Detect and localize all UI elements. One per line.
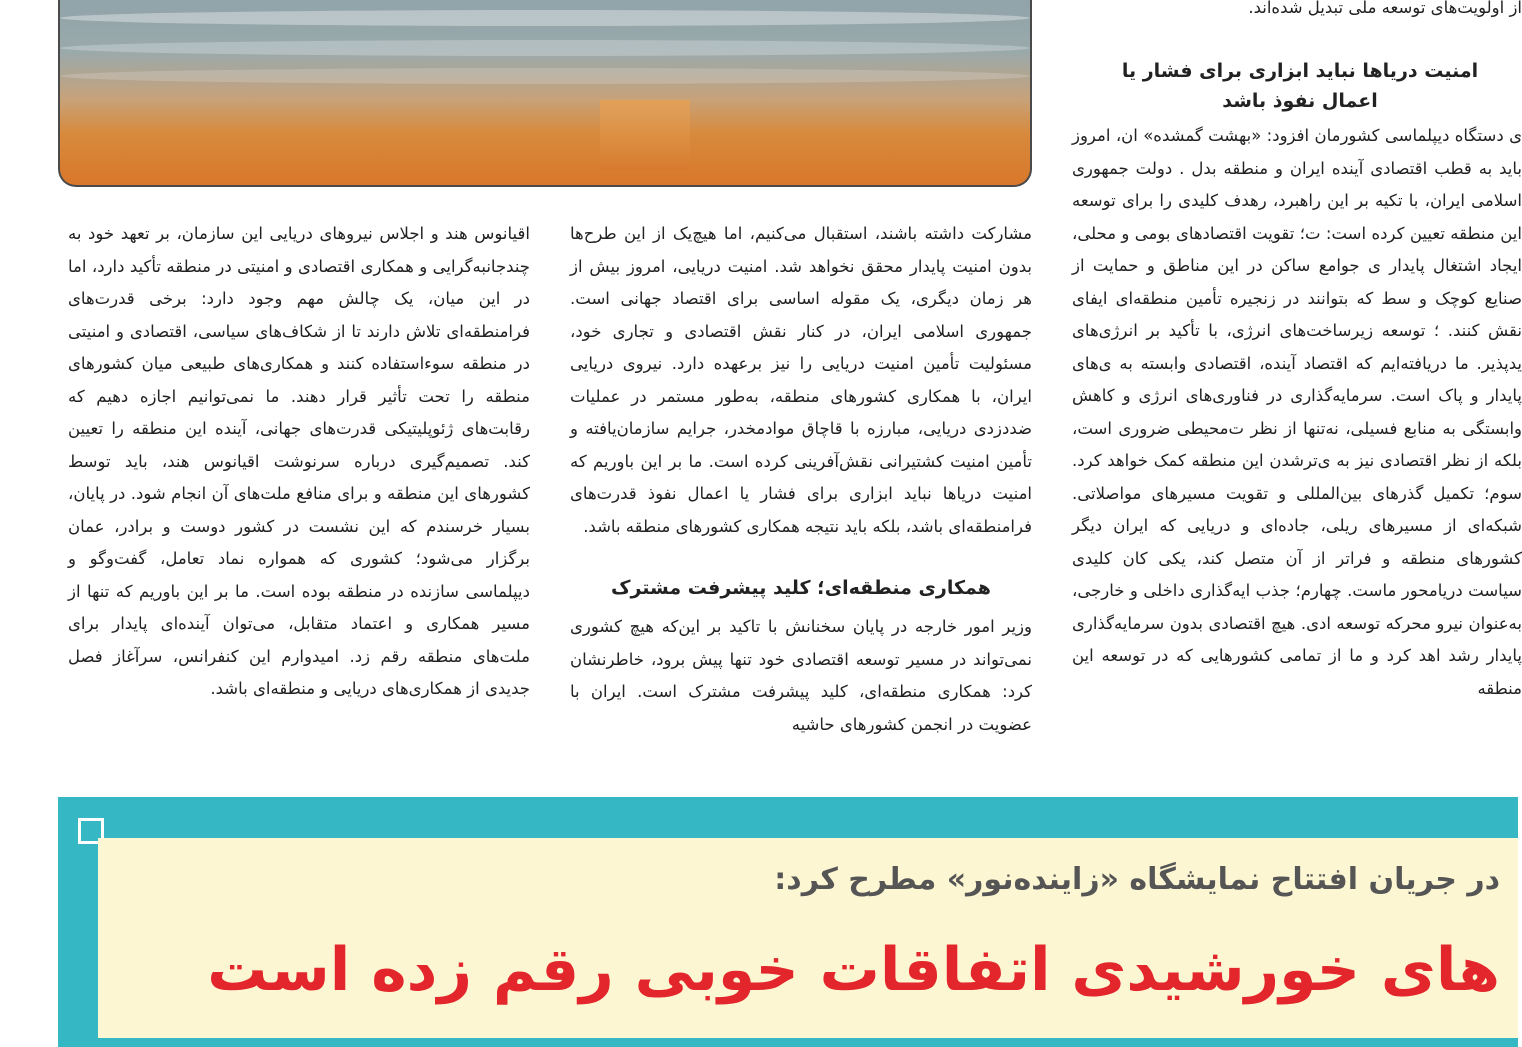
middle-column-body-2: وزیر امور خارجه در پایان سخنانش با تاکید بر این‌که هیچ کشوری نمی‌تواند در مسیر توسعه اقتصادی خود تنها پیش برود، خاطرنشان کرد: همکاری منطقه‌ای، کلید پیشرفت مشترک است. ایران با عضویت در انجمن کشورهای حاشیه	[570, 617, 1032, 734]
middle-column	[570, 218, 1032, 741]
left-column-body: اقیانوس هند و اجلاس نیروهای دریایی این سازمان، بر تعهد خود به چندجانبه‌گرایی و همکاری اقتصادی و امنیتی در منطقه تأکید دارد، اما در این میان، یک چالش مهم وجود دارد: برخی قدرت‌های فرامنطقه‌ای تلاش دارند تا از شکاف‌های سیاسی، اقتصادی و امنیتی در منطقه سوءاستفاده کنند و همکاری‌های طبیعی میان کشورهای منطقه را تحت تأثیر قرار دهند. ما نمی‌توانیم اجازه دهیم که رقابت‌های ژئوپلیتیکی قدرت‌های جهانی، آینده این منطقه را تعیین کند. تصمیم‌گیری درباره سرنوشت اقیانوس هند، باید توسط کشورهای این منطقه و برای منافع ملت‌های آن انجام شود. در پایان، بسیار خرسندم که این نشست در کشور دوست و برادر، عمان برگزار می‌شود؛ کشوری که همواره نماد تعامل، گفت‌وگو و دیپلماسی سازنده در منطقه بوده است. ما بر این باوریم که تنها از مسیر همکاری و اعتماد متقابل، می‌توان آینده‌ای پایدار برای ملت‌های منطقه رقم زد. امیدوارم این کنفرانس، سرآغاز فصل جدیدی از همکاری‌های دریایی و منطقه‌ای باشد.	[68, 224, 530, 698]
banner-kicker: در جریان افتتاح نمایشگاه «زاینده‌نور» مطرح کرد:	[774, 862, 1500, 897]
right-column	[1072, 120, 1522, 705]
section-heading-maritime-security: امنیت دریاها نباید ابزاری برای فشار یا اعمال نفوذ باشد	[1121, 60, 1479, 112]
banner-headline: هاى خورشيدى اتفاقات خوبى رقم زده است	[207, 935, 1500, 1005]
middle-column-body-1: مشارکت داشته باشند، استقبال می‌کنیم، اما هیچ‌یک از این طرح‌ها بدون امنیت پایدار محقق نخواهد شد. امنیت دریایی، امروز بیش از هر زمان دیگری، یک مقوله اساسی برای اقتصاد جهانی است. جمهوری اسلامی ایران، در کنار نقش اقتصادی و تجاری خود، مسئولیت تأمین امنیت دریایی را نیز برعهده دارد. نیروی دریایی ایران، با همکاری کشورهای منطقه، به‌طور مستمر در عملیات ضددزدی دریایی، مبارزه با قاچاق موادمخدر، جرایم سازمان‌یافته و تأمین امنیت کشتیرانی نقش‌آفرینی کرده است. ما بر این باوریم که امنیت دریاها نباید ابزاری برای فشار یا اعمال نفوذ قدرت‌های فرامنطقه‌ای باشد، بلکه باید نتیجه همکاری کشورهای منطقه باشد.	[570, 224, 1032, 536]
left-column	[68, 218, 530, 706]
beach-photo	[58, 0, 1032, 187]
right-column-top-line: از اولویت‌های توسعه ملی تبدیل شده‌اند.	[1248, 0, 1522, 17]
right-column-body: ی دستگاه دیپلماسی کشورمان افزود: «بهشت گمشده» ان، امروز باید به قطب اقتصادی آینده ایران و منطقه بدل . دولت جمهوری اسلامی ایران، با تکیه بر این راهبرد، رهدف کلیدی را برای توسعه این منطقه تعیین کرده است: ت؛ تقویت اقتصادهای بومی و محلی، ایجاد اشتغال پایدار ی جوامع ساکن در این مناطق و حمایت از صنایع کوچک و سط که بتوانند در زنجیره تأمین منطقه‌ای ایفای نقش کنند. ؛ توسعه زیرساخت‌های انرژی، با تأکید بر انرژی‌های یدپذیر. ما دریافته‌ایم که اقتصاد آینده، اقتصادی وابسته به ی‌های پایدار و پاک است. سرمایه‌گذاری در فناوری‌های انرژی و کاهش وابستگی به منابع فسیلی، نه‌تنها از نظر ت‌محیطی ضروری است، بلکه از نظر اقتصادی نیز به ی‌ترشدن این منطقه کمک خواهد کرد. سوم؛ تکمیل گذرهای بین‌المللی و تقویت مسیرهای مواصلاتی. شبکه‌ای از مسیرهای ریلی، جاده‌ای و دریایی که ایران دیگر کشورهای منطقه و فراتر از آن متصل کند، یکی کان کلیدی سیاست دریامحور ماست. چهارم؛ جذب ایه‌گذاری داخلی و خارجی، به‌عنوان نیرو محرکه توسعه ادی. هیچ اقتصادی بدون سرمایه‌گذاری پایدار رشد اهد کرد و ما از تمامی کشورهایی که در توسعه این منطقه	[1072, 126, 1522, 698]
section-heading-regional-cooperation: همکاری منطقه‌ای؛ کلید پیشرفت مشترک	[611, 577, 991, 599]
